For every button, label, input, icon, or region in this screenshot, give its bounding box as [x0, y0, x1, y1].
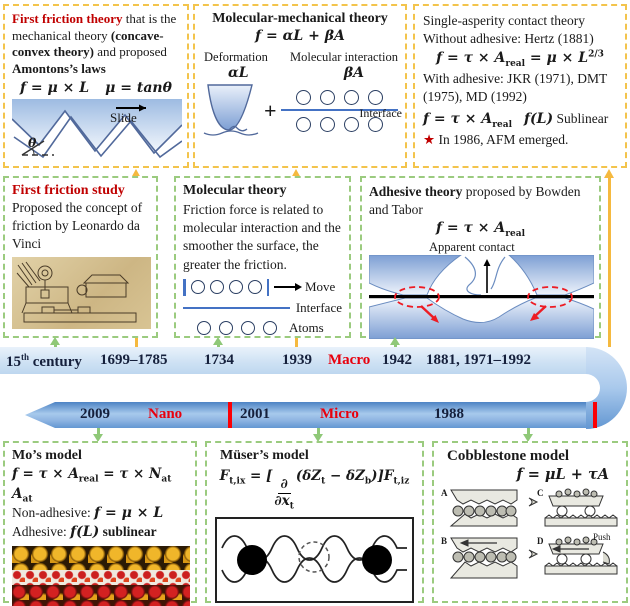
- alphaL-symbol: αL: [228, 65, 249, 81]
- afm-note: ★ In 1986, AFM emerged.: [423, 132, 569, 148]
- apparent-contact-label: Apparent contact: [429, 240, 515, 255]
- panel-title: First friction study: [12, 183, 125, 198]
- wavy-interface-drawing: [214, 516, 415, 604]
- timeline-label-1942: 1942: [382, 352, 412, 368]
- timeline-label-15th-century: 15th century: [6, 352, 82, 370]
- interface-molecules-drawing: [281, 90, 402, 132]
- without-adhesive-line: Without adhesive: Hertz (1881): [423, 31, 594, 47]
- atom-circle: [263, 321, 277, 335]
- non-adhesive-line: Non-adhesive: f = μ × L: [12, 505, 164, 522]
- timeline-label-1734: 1734: [204, 352, 234, 368]
- static-atoms-row: [183, 320, 342, 336]
- panel-title: Single-asperity contact theory: [423, 13, 585, 28]
- timeline-to-theory-arrow-icon: [604, 169, 615, 347]
- deformation-label: Deformation: [204, 50, 268, 64]
- adhesive-formula: $f = \tau \times A_{real}$: [436, 220, 525, 240]
- panel-title: Molecular theory: [183, 183, 287, 198]
- move-arrow-icon: [274, 286, 296, 288]
- sawtooth-diagram: [12, 99, 180, 159]
- panel-first-friction-study: [3, 176, 158, 338]
- atom-circle: [248, 280, 262, 294]
- sawtooth-surfaces-drawing: [12, 99, 182, 159]
- panel-text: First friction theory that is the mechanical theory (concave-convex theory) and proposed Amontons’s laws: [12, 11, 177, 76]
- contact-surfaces-drawing: [369, 255, 594, 339]
- molecule-circle: [368, 90, 383, 105]
- da-vinci-sketch-image: [12, 257, 151, 329]
- interface-label: Interface: [359, 106, 402, 120]
- plus-sign: +: [264, 98, 277, 123]
- panel-title: Müser’s model: [220, 448, 309, 463]
- sketch-strokes: [12, 257, 151, 329]
- panel-text: Friction force is related to molecular interaction and the smoother the surface, the greater the friction.: [183, 202, 341, 272]
- atom-circle: [191, 280, 205, 294]
- timeline-label-1881-1971-1992: 1881, 1971–1992: [426, 352, 531, 368]
- upper-molecules: [281, 90, 398, 105]
- formula-row: [12, 80, 180, 96]
- timeline-era-macro: Macro: [328, 352, 371, 368]
- adhesive-line: Adhesive: f(L) sublinear: [12, 524, 157, 541]
- push-label: Push: [593, 532, 611, 542]
- interface-label: Interface: [295, 299, 342, 315]
- atom-circle: [241, 321, 255, 335]
- gold-atoms-strip: [12, 546, 190, 570]
- panel-molecular-mechanical-theory: [193, 4, 407, 168]
- component-labels: [202, 50, 398, 65]
- timeline-tick: [593, 402, 597, 428]
- panel-muser-model: [205, 441, 424, 603]
- boundary-bar: [183, 279, 186, 296]
- timeline-label-1939: 1939: [282, 352, 312, 368]
- betaA-symbol: βA: [343, 65, 364, 81]
- timeline-label-1988: 1988: [434, 406, 464, 422]
- timeline-tick: [228, 402, 232, 428]
- panel-cobblestone-model: [432, 441, 628, 603]
- cobblestone-formula: f = μL + τA: [516, 466, 609, 483]
- moving-atoms-row: [183, 279, 342, 296]
- panel-adhesive-theory: [360, 176, 601, 338]
- interface-line: [183, 307, 290, 309]
- formula-amontons: f = μ × L: [20, 79, 90, 96]
- cobblestone-figure: [441, 486, 621, 582]
- atoms-diagram: [183, 279, 342, 336]
- timeline-label-2009: 2009: [80, 406, 110, 422]
- mixed-atoms-strip: [12, 585, 190, 606]
- panel-mo-model: [3, 441, 197, 603]
- boundary-bar: [267, 279, 270, 296]
- timeline-label-1699-1785: 1699–1785: [100, 352, 168, 368]
- molecule-circle: [320, 90, 335, 105]
- mechanism-diagram: [202, 83, 402, 139]
- timeline-to-model-arrow-icon: [313, 428, 324, 442]
- timeline-era-micro: Micro: [320, 406, 359, 422]
- molecular-interaction-label: Molecular interaction: [290, 50, 398, 64]
- timeline-to-model-arrow-icon: [93, 428, 104, 442]
- atom-circle: [197, 321, 211, 335]
- mo-formula: $f = \tau \times A_{real} = \tau \times N_{at}$ $A_{at}$: [12, 466, 172, 505]
- star-icon: ★: [423, 132, 436, 148]
- panel-first-friction-theory: [3, 4, 189, 168]
- deformation-asperity-drawing: [202, 83, 260, 139]
- timeline-label-2001: 2001: [240, 406, 270, 422]
- panel-title: Cobblestone model: [447, 448, 570, 464]
- panel-a-label: A: [441, 488, 448, 498]
- molecule-circle: [296, 117, 311, 132]
- panel-single-asperity-theory: [413, 4, 627, 168]
- panel-b-label: B: [441, 536, 448, 546]
- timeline-to-model-arrow-icon: [523, 428, 534, 442]
- atom-circle: [219, 321, 233, 335]
- panel-title: Molecular-mechanical theory: [212, 11, 388, 26]
- with-adhesive-line: With adhesive: JKR (1971), DMT (1975), MD (1992): [423, 71, 608, 105]
- molecule-circle: [344, 117, 359, 132]
- muser-formula: $F_{t,ix}$ = [ $\frac{\partial}{\partial x_t}$ $(\delta Z_t - \delta Z_b)]F_{t,iz}$: [219, 468, 410, 512]
- panel-molecular-theory: [174, 176, 351, 338]
- atom-circle: [210, 280, 224, 294]
- panel-text: Proposed the concept of friction by Leonardo da Vinci: [12, 200, 143, 252]
- panel-title: Mo’s model: [12, 448, 82, 463]
- timeline-era-nano: Nano: [148, 406, 183, 422]
- adhesive-formula: $f = \tau \times A_{real}$ f(L) Sublinear: [423, 110, 609, 130]
- interface-atoms-strip: [12, 570, 190, 585]
- molecule-circle: [344, 90, 359, 105]
- panel-title: Adhesive theory proposed by Bowden and Tabor: [369, 184, 581, 218]
- atomistic-simulation-image: [12, 546, 190, 606]
- move-label: Move: [305, 279, 336, 295]
- formula-alpha-beta: f = αL + βA: [255, 28, 345, 44]
- contact-diagram: [369, 240, 592, 340]
- hertz-formula: $f = \tau \times A_{real} = \mu \times L^{2/3}$: [436, 49, 604, 70]
- theta-label: θ: [28, 134, 37, 150]
- panel-c-label: C: [537, 488, 544, 498]
- slide-label: Slide: [110, 109, 137, 125]
- molecule-circle: [296, 90, 311, 105]
- molecule-circle: [320, 117, 335, 132]
- formula-mu-tan: μ = tanθ: [105, 79, 172, 96]
- interface-row: [183, 300, 342, 316]
- panel-d-label: D: [537, 536, 544, 546]
- component-symbols: [202, 65, 398, 81]
- atom-circle: [229, 280, 243, 294]
- atoms-label: Atoms: [289, 319, 324, 335]
- panel-title: First friction theory: [12, 11, 123, 26]
